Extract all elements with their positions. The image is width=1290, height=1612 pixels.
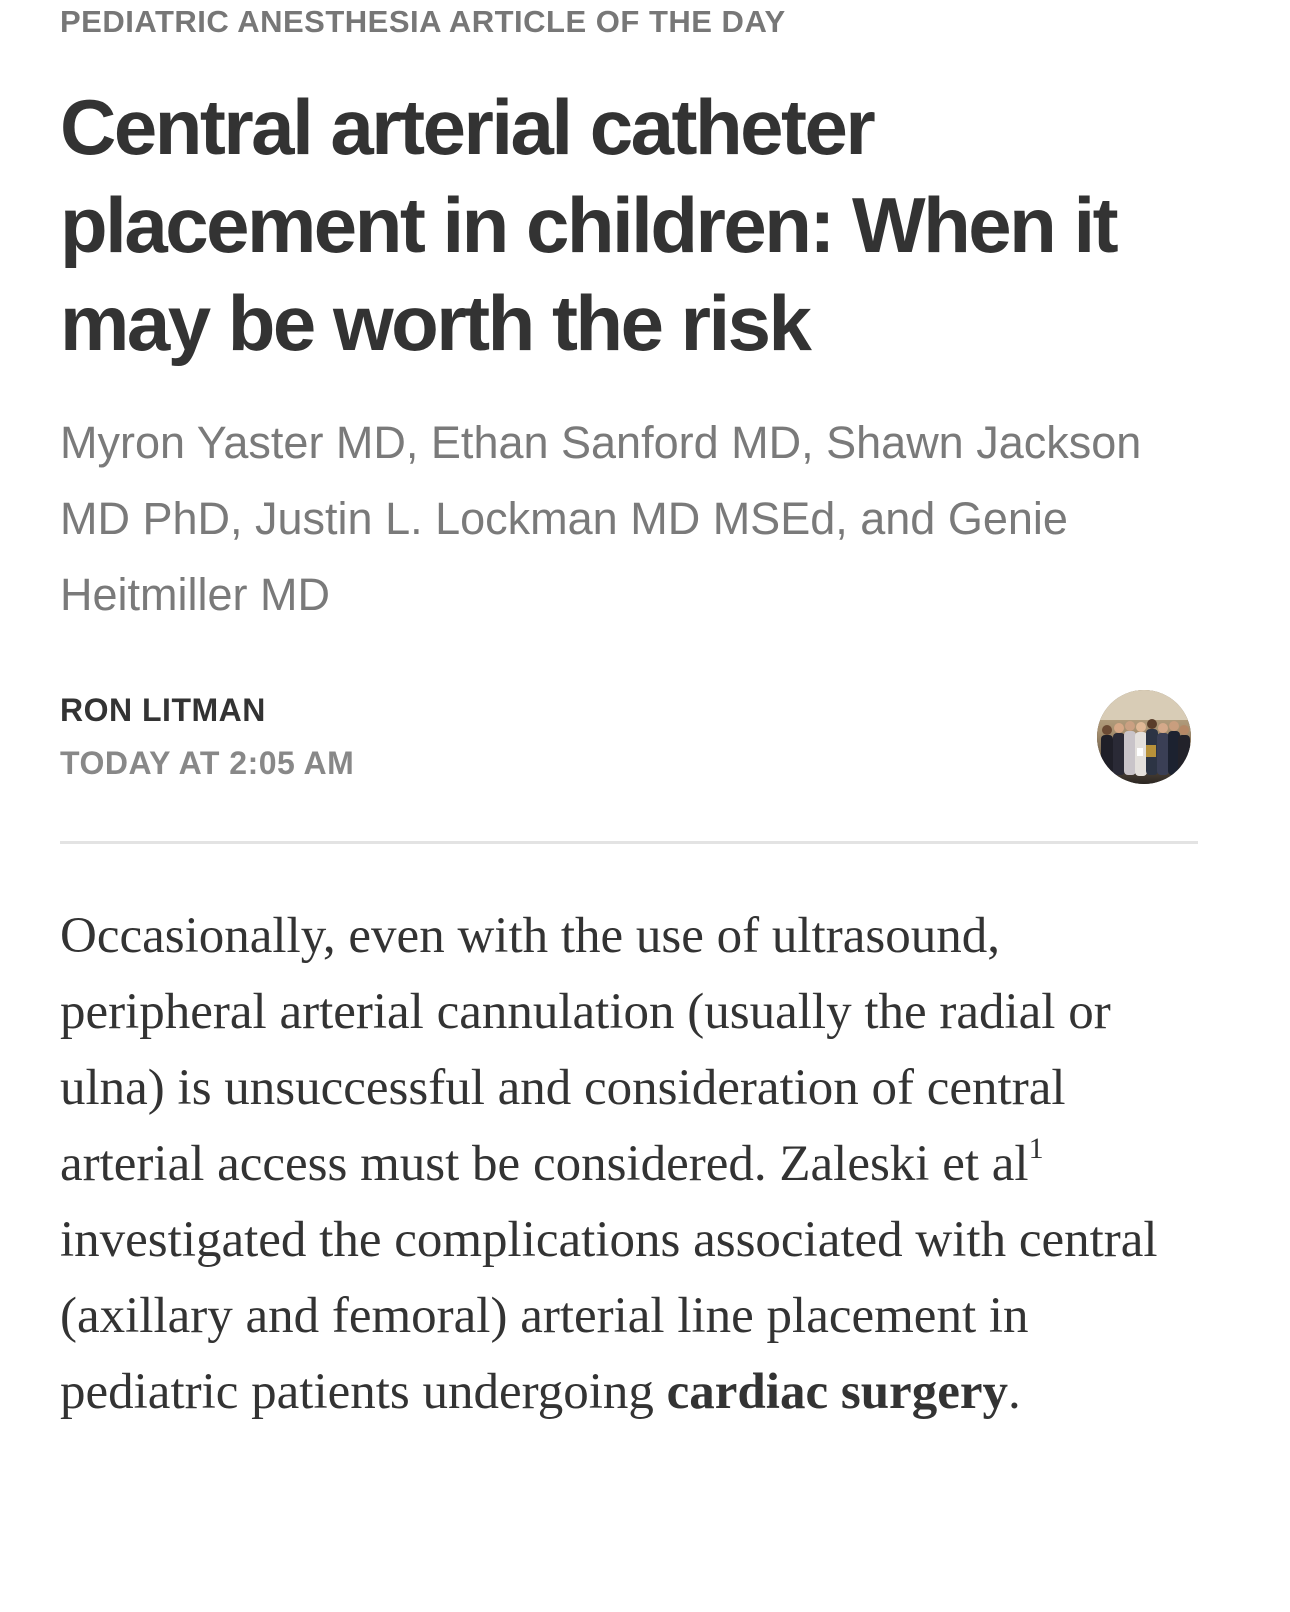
body-text-part-2: investigated the complications associated with central (axillary and femoral) arterial line placement in pediatric patients undergoing — [60, 1212, 1158, 1420]
byline-author-name[interactable]: RON LITMAN — [60, 692, 266, 728]
article-title: Central arterial catheter placement in children: When it may be worth the risk — [60, 83, 1117, 367]
byline-timestamp: TODAY AT 2:05 AM — [60, 745, 355, 781]
body-text-part-1: Occasionally, even with the use of ultrasound, peripheral arterial cannulation (usually the radial or ulna) is unsuccessful and consideration of central arterial access must be considered. Zaleski et al — [60, 908, 1111, 1192]
body-text-end: . — [1007, 1364, 1021, 1420]
group-photo-image — [1097, 690, 1191, 784]
author-avatar[interactable] — [1097, 690, 1191, 784]
article-body-paragraph — [60, 898, 1200, 1430]
article-authors: Myron Yaster MD, Ethan Sanford MD, Shawn Jackson MD PhD, Justin L. Lockman MD MSEd, and Genie Heitmiller MD — [60, 417, 1142, 620]
byline — [60, 690, 354, 783]
bold-term[interactable]: cardiac surgery — [666, 1364, 1008, 1420]
article-kicker: PEDIATRIC ANESTHESIA ARTICLE OF THE DAY — [60, 4, 786, 39]
citation-reference[interactable]: 1 — [1028, 1132, 1044, 1165]
section-divider — [60, 841, 1198, 844]
